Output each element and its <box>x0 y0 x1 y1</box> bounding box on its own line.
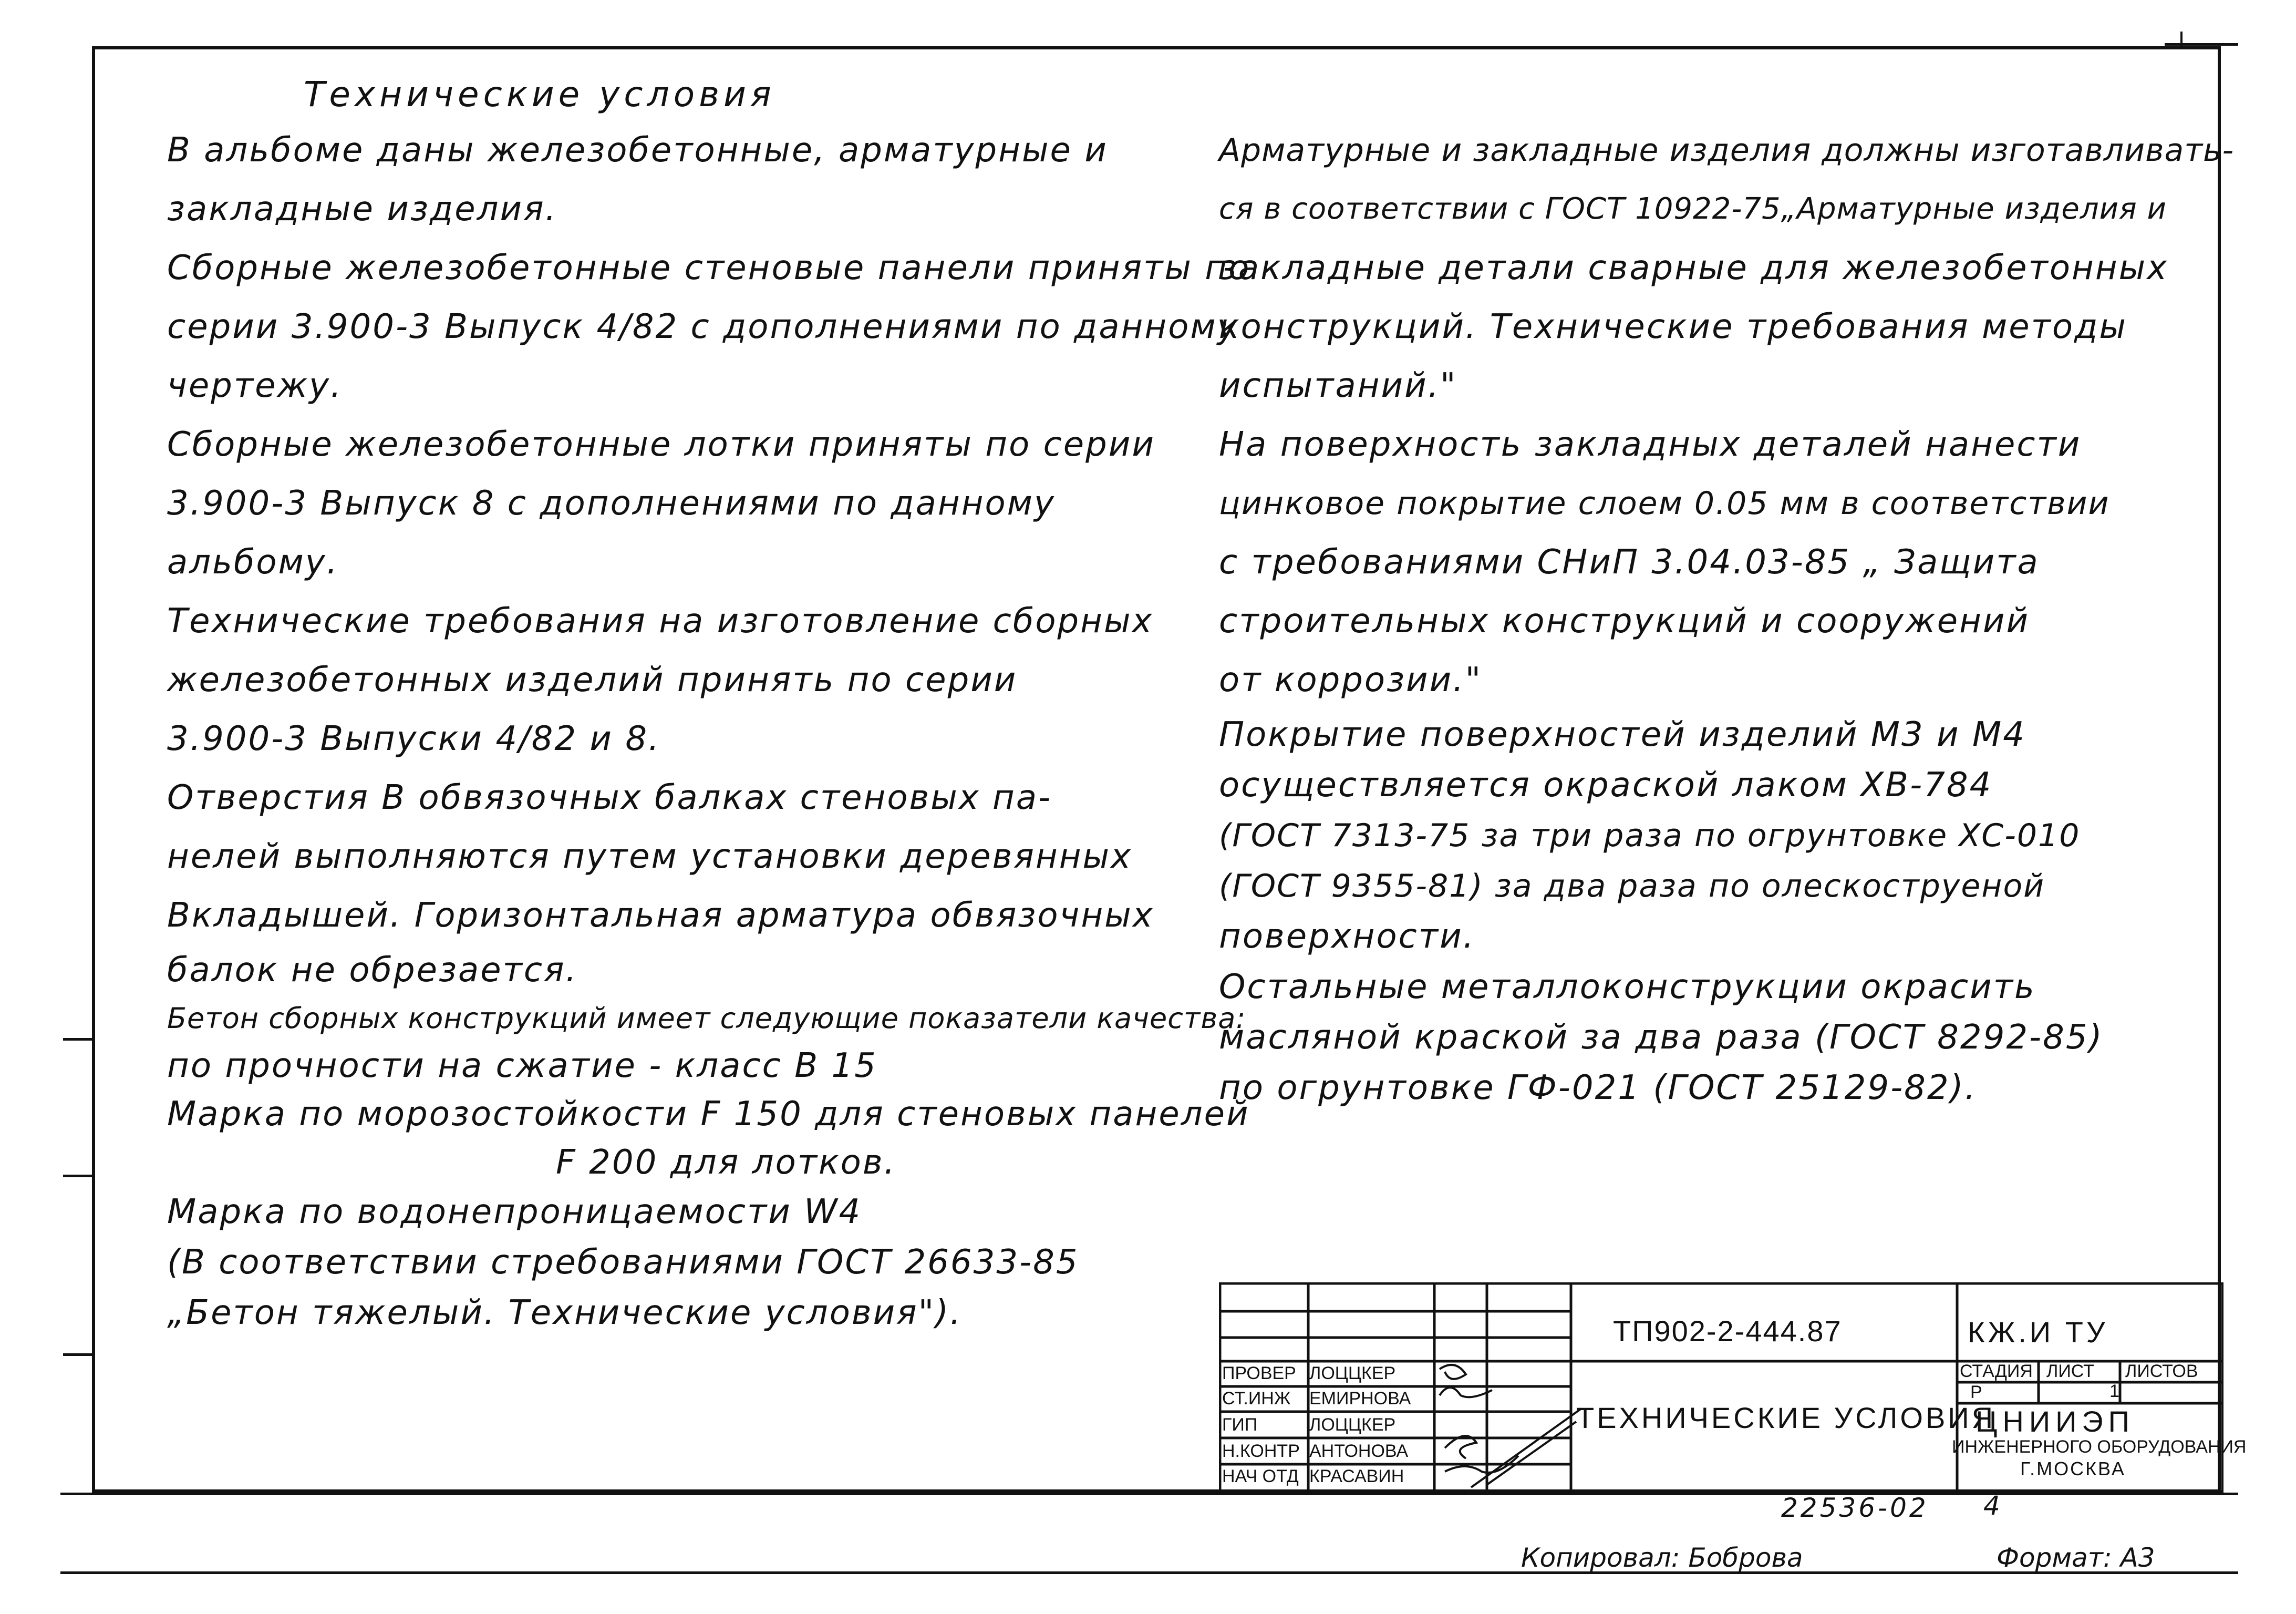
margin-tick <box>63 1353 92 1356</box>
sheets-header: ЛИСТОВ <box>2125 1361 2198 1381</box>
organization-city: Г.МОСКВА <box>2020 1458 2126 1479</box>
page-title: Технические условия <box>304 74 775 115</box>
organization-name: ЦНИИЭП <box>1976 1405 2135 1438</box>
text-line: от коррозии." <box>1219 661 1482 700</box>
text-line: (ГОСТ 7313-75 за три раза по огрунтовке ХС-010 <box>1219 817 2081 854</box>
signatory-role: ПРОВЕР <box>1222 1363 1296 1383</box>
text-line: „Бетон тяжелый. Технические условия"). <box>167 1293 963 1332</box>
frame-top-extension <box>2165 43 2238 46</box>
text-line: серии 3.900-3 Выпуск 4/82 с дополнениями по данному <box>167 307 1239 346</box>
text-line: поверхности. <box>1219 917 1475 956</box>
paper-format: Формат: А3 <box>1997 1543 2155 1573</box>
text-line: с требованиями СНиП 3.04.03-85 „ Защита <box>1219 543 2040 582</box>
sheet-bottom-line <box>60 1571 2238 1574</box>
signatory-role: ГИП <box>1222 1415 1258 1435</box>
text-line: Отверстия В обвязочных балках стеновых па- <box>167 778 1052 817</box>
text-line: по огрунтовке ГФ-021 (ГОСТ 25129-82). <box>1219 1068 1977 1107</box>
text-line: На поверхность закладных деталей нанести <box>1219 425 2082 464</box>
text-line: Остальные металлоконструкции окрасить <box>1219 968 2036 1006</box>
text-line: Сборные железобетонные лотки приняты по серии <box>167 425 1155 464</box>
text-line: конструкций. Технические требования методы <box>1219 307 2127 346</box>
signatory-role: НАЧ ОТД <box>1222 1466 1299 1486</box>
signatory-name: ЛОЦЦКЕР <box>1309 1415 1396 1435</box>
text-line: 3.900-3 Выпуск 8 с дополнениями по данному <box>167 484 1056 523</box>
text-line: Технические требования на изготовление сборных <box>167 602 1154 641</box>
text-line: Марка по морозостойкости F 150 для стеновых панелей <box>167 1095 1250 1134</box>
text-line: балок не обрезается. <box>167 951 578 990</box>
text-line: ся в соответствии с ГОСТ 10922-75„Арматурные изделия и <box>1219 192 2167 226</box>
document-number: ТП902-2-444.87 <box>1613 1314 1842 1348</box>
text-line: строительных конструкций и сооружений <box>1219 602 2030 641</box>
left-column <box>167 68 1251 1338</box>
inventory-number: 22536-02 <box>1781 1493 1929 1523</box>
text-line: Сборные железобетонные стеновые панели приняты по <box>167 249 1251 287</box>
signatory-role: СТ.ИНЖ <box>1222 1389 1291 1409</box>
text-line: 3.900-3 Выпуски 4/82 и 8. <box>167 719 661 758</box>
signatory-name: ЛОЦЦКЕР <box>1309 1363 1396 1383</box>
text-line: альбому. <box>167 543 339 582</box>
text-line: железобетонных изделий принять по серии <box>167 661 1018 700</box>
signatures <box>1440 1365 1581 1487</box>
text-line: цинковое покрытие слоем 0.05 мм в соответствии <box>1219 485 2110 522</box>
signatory-role: Н.КОНТР <box>1222 1441 1300 1461</box>
text-line: Арматурные и закладные изделия должны изготавливать- <box>1219 132 2235 169</box>
text-line: закладные детали сварные для железобетонных <box>1219 249 2169 287</box>
margin-tick <box>63 1038 92 1041</box>
margin-tick <box>63 1175 92 1177</box>
stage-header: СТАДИЯ <box>1960 1361 2033 1381</box>
text-line: осуществляется окраской лаком ХВ-784 <box>1219 766 1993 805</box>
copied-by: Копировал: Боброва <box>1521 1543 1803 1573</box>
document-title: ТЕХНИЧЕСКИЕ УСЛОВИЯ <box>1576 1401 1996 1434</box>
organization-department: ИНЖЕНЕРНОГО ОБОРУДОВАНИЯ <box>1952 1437 2247 1457</box>
text-line: Покрытие поверхностей изделий М3 и М4 <box>1219 715 2026 754</box>
text-line: по прочности на сжатие - класс В 15 <box>167 1046 877 1085</box>
text-line: (В соответствии стребованиями ГОСТ 26633-85 <box>167 1243 1079 1282</box>
sheet-header: ЛИСТ <box>2046 1361 2094 1381</box>
document-code: КЖ.И ТУ <box>1968 1315 2108 1349</box>
page-number: 4 <box>1983 1490 2000 1521</box>
stage-value: Р <box>1970 1382 1982 1402</box>
text-line: Бетон сборных конструкций имеет следующие показатели качества: <box>167 1002 1246 1035</box>
text-line: чертежу. <box>167 366 343 405</box>
sheet-value: 1 <box>2109 1381 2119 1401</box>
text-line: Вкладышей. Горизонтальная арматура обвязочных <box>167 896 1154 935</box>
text-line: испытаний." <box>1219 366 1457 405</box>
text-line: Марка по водонепроницаемости W4 <box>167 1192 862 1231</box>
frame-top-tick <box>2180 32 2183 47</box>
signatory-name: ЕМИРНОВА <box>1309 1389 1411 1409</box>
text-line: В альбоме даны железобетонные, арматурные и <box>167 131 1108 170</box>
text-line: нелей выполняются путем установки деревянных <box>167 837 1132 876</box>
signatory-name: АНТОНОВА <box>1309 1441 1409 1461</box>
right-column <box>1219 121 2235 1113</box>
text-line: F 200 для лотков. <box>556 1143 896 1182</box>
title-block <box>1219 1282 2247 1493</box>
text-line: закладные изделия. <box>167 190 557 229</box>
text-line: масляной краской за два раза (ГОСТ 8292-85) <box>1219 1018 2104 1057</box>
signatory-name: КРАСАВИН <box>1309 1466 1404 1486</box>
text-line: (ГОСТ 9355-81) за два раза по олескоструеной <box>1219 868 2045 904</box>
